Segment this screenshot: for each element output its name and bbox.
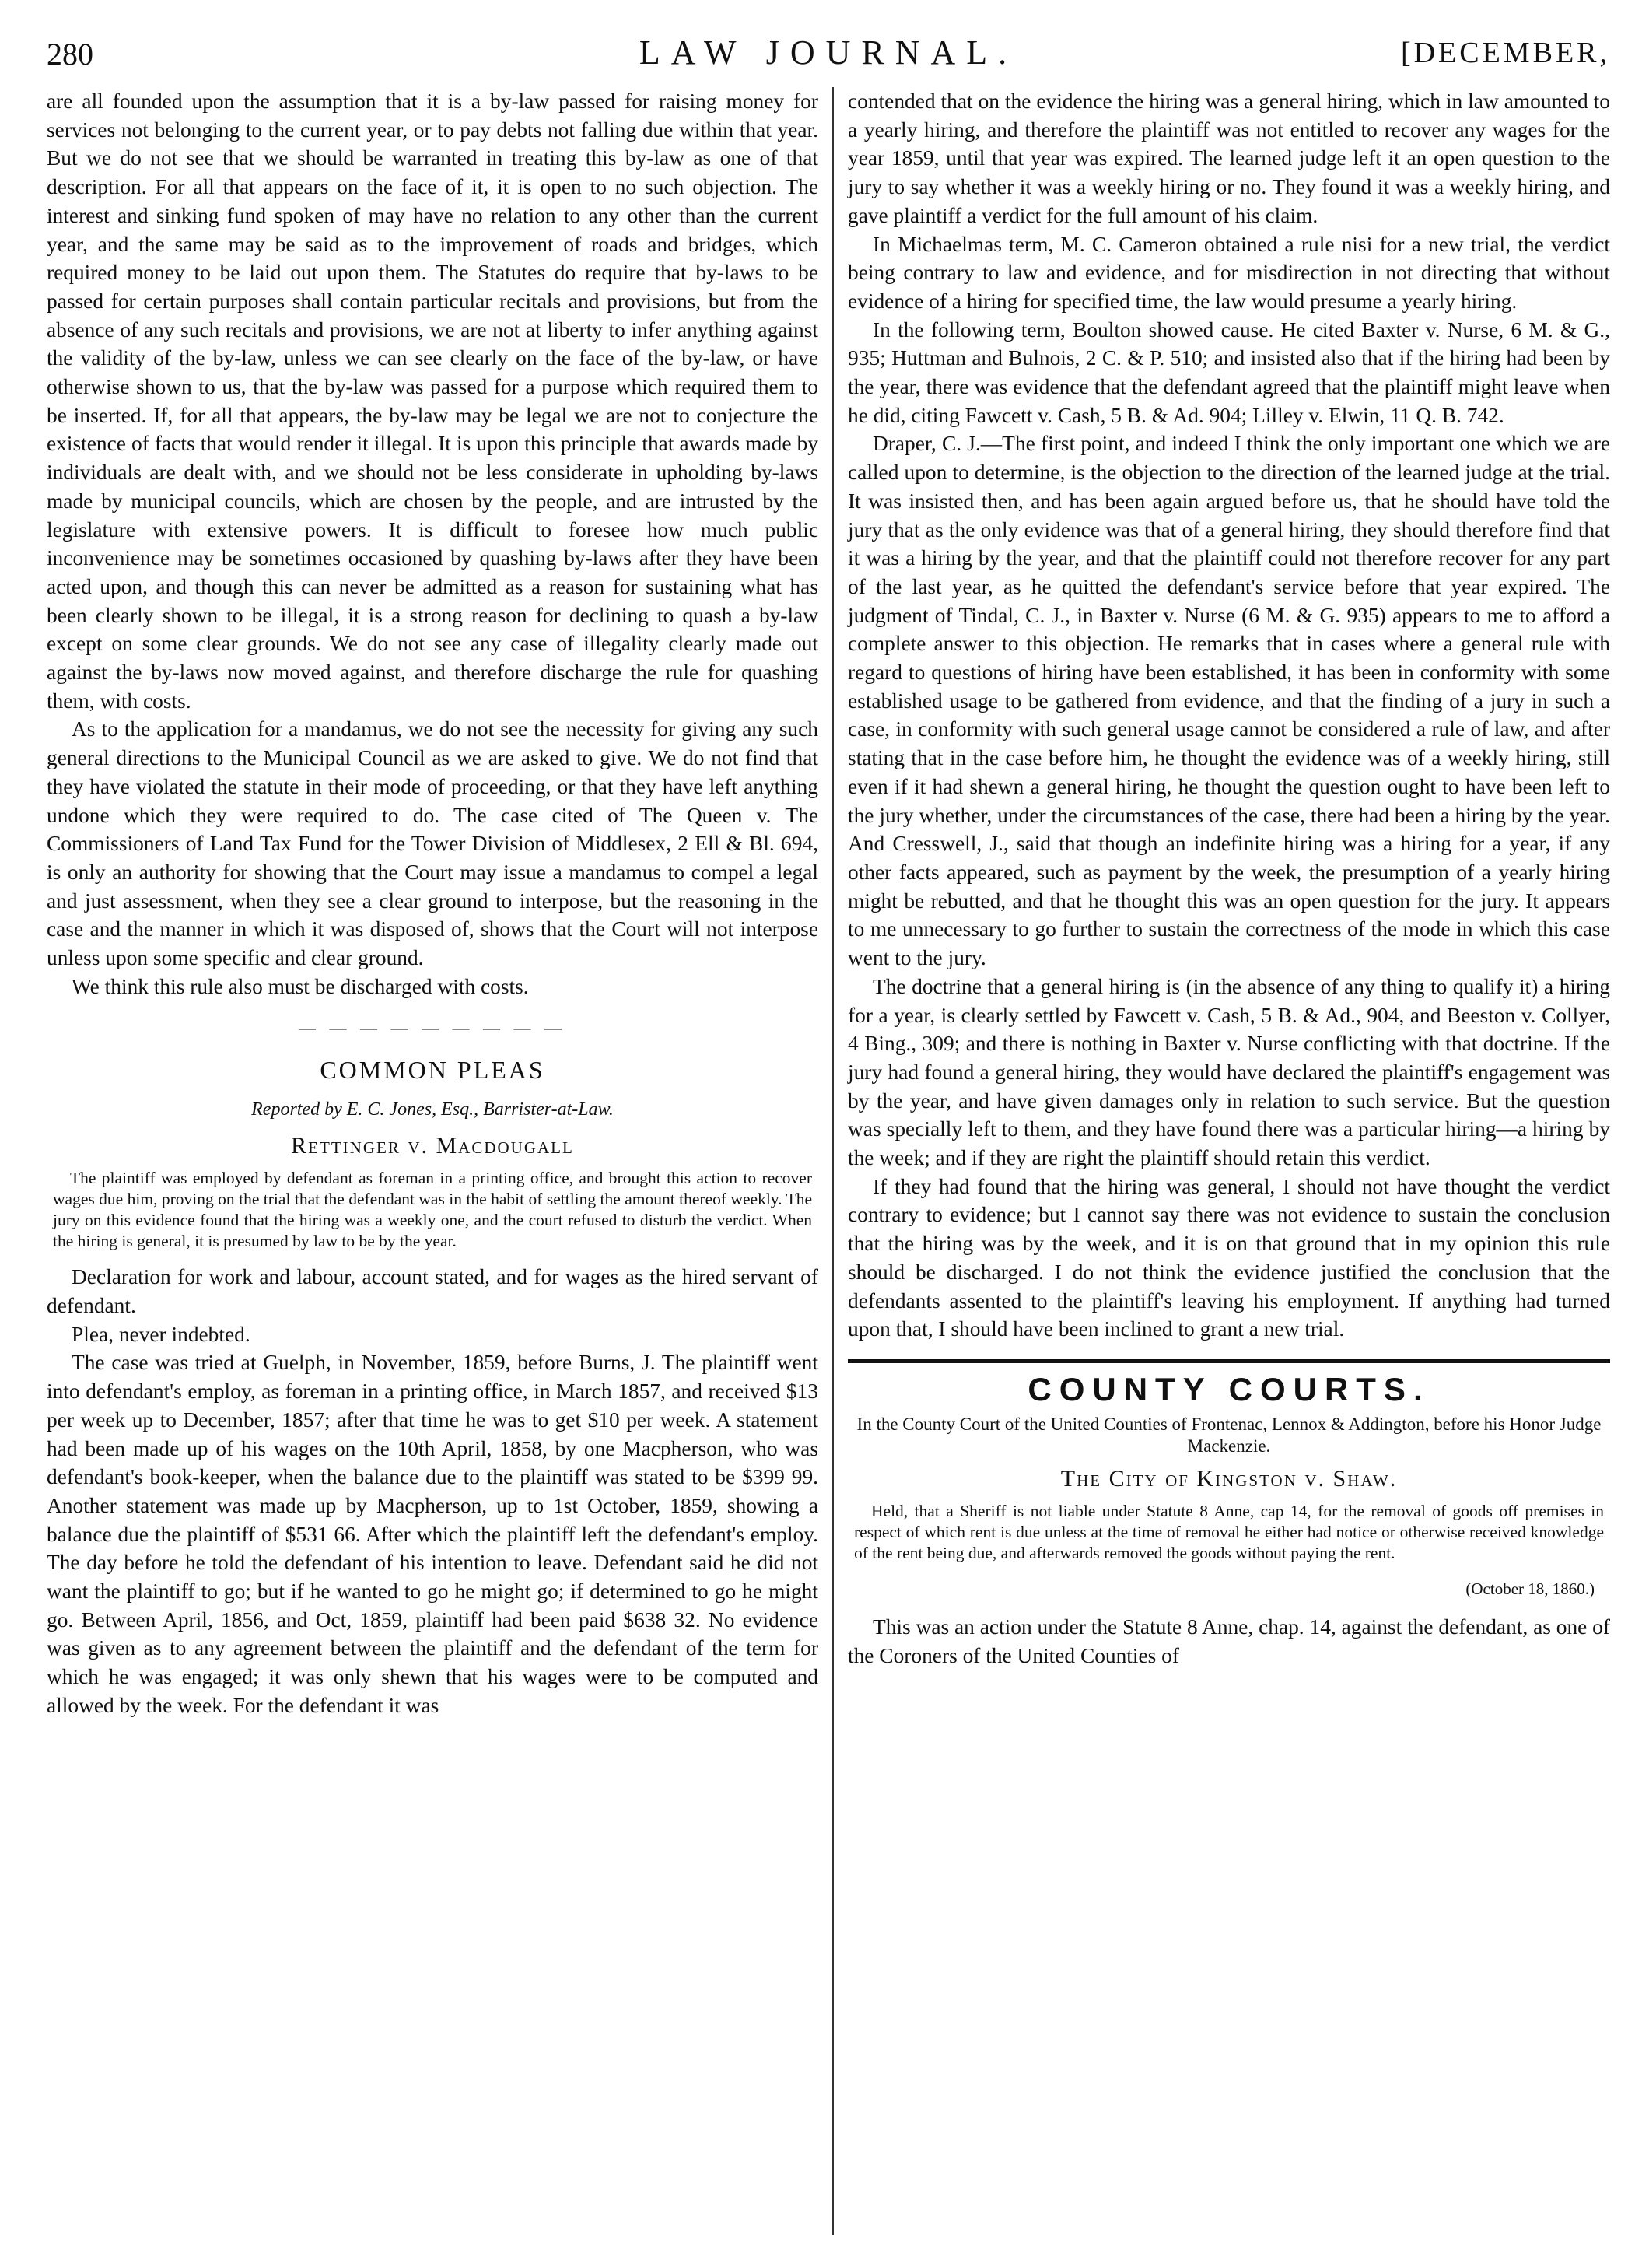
section-heading: COMMON PLEAS — [320, 1056, 545, 1085]
headnote: Held, that a Sheriff is not liable under Statute 8 Anne, cap 14, for the removal of goods off premises in respect of which rent is due unless at the time of removal he either had notice or otherwise received knowledge of the rent being due, and afterwards removed the goods without paying the rent. — [854, 1502, 1604, 1563]
paragraph: This was an action under the Statute 8 Anne, chap. 14, against the defendant, as one of the Coroners of the United Counties of — [848, 1615, 1610, 1667]
left-column — [47, 87, 818, 1720]
reporter-line: Reported by E. C. Jones, Esq., Barrister-at-Law. — [251, 1099, 614, 1120]
paragraph: As to the application for a mandamus, we do not see the necessity for giving any such general directions to the Municipal Council as we are asked to give. We do not find that they have violated the statute in their mode of proceeding, or that they have left anything undone which they were required to do. The case cited of The Queen v. The Commissioners of Land Tax Fund for the Tower Division of Middlesex, 2 Ell & Bl. 694, is only an authority for showing that the Court may issue a mandamus to compel a legal and just assessment, when they see a clear ground to interpose, but the reasoning in the case and the manner in which it was disposed of, shows that the Court will not interpose unless upon some specific and clear ground. — [47, 717, 818, 970]
paragraph: are all founded upon the assumption that it is a by-law passed for raising money for services not belonging to the current year, or to pay debts not falling due within that year. But we do not see that we should be warranted in treating this by-law as one of that description. For all that appears on the face of it, it is open to no such objection. The interest and sinking fund spoken of may have no relation to any other than the current year, and the same may be said as to the improvement of roads and bridges, which required money to be laid out upon them. The Statutes do require that by-laws to be passed for certain purposes shall contain particular recitals and provisions, but from the absence of any such recitals and provisions, we are not at liberty to infer anything against the validity of the by-law, unless we can see clearly on the face of the by-law, or have otherwise shown to us, that the by-law was passed for a purpose which required them to be inserted. If, for all that appears, the by-law may be legal we are not to conjecture the existence of facts that would render it illegal. It is upon this principle that awards made by individuals are dealt with, and we should not be less considerate in upholding by-laws made by municipal councils, which are chosen by the people, and are intrusted by the legislature with extensive powers. It is difficult to foresee how much public inconvenience may be sometimes occasioned by quashing by-laws after they have been acted upon, and though this can never be admitted as a reason for sustaining what has been clearly shown to be illegal, it is a strong reason for declining to quash a by-law except on some clear grounds. We do not see any case of illegality clearly made out against the by-laws now moved against, and therefore discharge the rule for quashing them, with costs. — [47, 89, 818, 713]
page-number: 280 — [47, 37, 93, 72]
paragraph: Plea, never indebted. — [72, 1322, 250, 1346]
column-rule — [832, 87, 834, 2235]
paragraph: contended that on the evidence the hiring was a general hiring, which in law amounted to a yearly hiring, and therefore the plaintiff was not entitled to recover any wages for the year 1859, until that year was expired. The learned judge left it an open question to the jury to say whether it was a weekly hiring or no. They found it was a weekly hiring, and gave plaintiff a verdict for the full amount of his claim. — [848, 89, 1610, 227]
headnote: The plaintiff was employed by defendant as foreman in a printing office, and brought this action to recover wages due him, proving on the trial that the defendant was in the habit of settling the amount thereof weekly. The jury on this evidence found that the hiring was a weekly one, and the court refused to disturb the verdict. When the hiring is general, it is presumed by law to be by the year. — [53, 1169, 812, 1251]
paragraph: Draper, C. J.—The first point, and indeed I think the only important one which we are called upon to determine, is the objection to the direction of the learned judge at the trial. It was insisted then, and has been again argued before us, that he should have told the jury that as the only evidence was that of a general hiring, they should therefore find that it was a hiring by the year, and that the plaintiff could not therefore recover for any part of the last year, as he quitted the defendant's service before that year expired. The judgment of Tindal, C. J., in Baxter v. Nurse (6 M. & G. 935) appears to me to afford a complete answer to this objection. He remarks that in cases where a general rule with regard to questions of hiring have been established, it has been in conformity with some established usage to be gathered from evidence, and that the finding of a jury in such a case, in conformity with such general usage cannot be considered a rule of law, and after stating that in the case before him, he thought the evidence was of a weekly hiring, still even if it had shewn a general hiring, he thought the question ought to have been left to the jury whether, under the circumstances of the case, there had been a hiring by the year. And Cresswell, J., said that though an indefinite hiring was a hiring for a year, if any other facts appeared, such as payment by the week, the presumption of a yearly hiring might be rebutted, and that he thought this was an open question for the jury. It appears to me unnecessary to go further to sustain the correctness of the mode in which this case went to the jury. — [848, 432, 1610, 970]
journal-title: LAW JOURNAL. — [639, 33, 1018, 72]
document-page — [47, 31, 1610, 2241]
court-line: In the County Court of the United Counties of Frontenac, Lennox & Addington, before his Honor Judge Mackenzie. — [856, 1414, 1602, 1456]
decision-date: (October 18, 1860.) — [1465, 1579, 1595, 1599]
paragraph: In the following term, Boulton showed cause. He cited Baxter v. Nurse, 6 M. & G., 935; Huttman and Bulnois, 2 C. & P. 510; and insisted also that if the hiring had been by the year, there was evidence that the defendant agreed that the plaintiff might leave when he did, citing Fawcett v. Cash, 5 B. & Ad. 904; Lilley v. Elwin, 11 Q. B. 742. — [848, 317, 1610, 427]
case-title: The City of Kingston v. Shaw. — [1060, 1465, 1398, 1492]
county-courts-heading: COUNTY COURTS. — [1028, 1370, 1430, 1407]
paragraph: The case was tried at Guelph, in November, 1859, before Burns, J. The plaintiff went into defendant's employ, as foreman in a printing office, in March 1857, and received $13 per week up to December, 1857; after that time he was to get $10 per week. A statement had been made up of his wages on the 10th April, 1858, by one Macpherson, who was defendant's book-keeper, when the balance due to the plaintiff was stated to be $399 99. Another statement was made up by Macpherson, up to 1st October, 1859, showing a balance due the plaintiff of $531 66. After which the plaintiff left the defendant's employ. The day before he told the defendant of his intention to leave. Defendant said he did not want the plaintiff to go; but if he wanted to go he might go; if determined to go he might go. Between April, 1856, and Oct, 1859, plaintiff had been paid $638 32. No evidence was given as to any agreement between the plaintiff and the defendant of the term for which he was engaged; it was only shewn that his wages were to be computed and allowed by the week. For the defendant it was — [47, 1351, 818, 1717]
paragraph: The doctrine that a general hiring is (in the absence of any thing to qualify it) a hiring for a year, is clearly settled by Fawcett v. Cash, 5 B. & Ad., 904, and Beeston v. Collyer, 4 Bing., 309; and there is nothing in Baxter v. Nurse conflicting with that doctrine. If the jury had found a general hiring, they would have declared the plaintiff's engagement was by the year, and have given damages only in relation to such service. But the question was specially left to them, and they have found there was a particular hiring—a hiring by the week; and if they are right the plaintiff should retain this verdict. — [848, 974, 1610, 1170]
paragraph: Declaration for work and labour, account stated, and for wages as the hired servant of defendant. — [47, 1265, 818, 1318]
right-column — [848, 87, 1610, 1670]
paragraph: In Michaelmas term, M. C. Cameron obtained a rule nisi for a new trial, the verdict being contrary to law and evidence, and for misdirection in not directing that without evidence of a hiring for specified time, the law would presume a yearly hiring. — [848, 232, 1610, 313]
paragraph: If they had found that the hiring was general, I should not have thought the verdict contrary to evidence; but I cannot say there was not evidence to sustain the conclusion that the hiring was by the week, and it is on that ground that in my opinion this rule should be discharged. I do not think the evidence justified the conclusion that the defendants assented to the plaintiff's leaving his employment. If anything had turned upon that, I should have been inclined to grant a new trial. — [848, 1174, 1610, 1341]
running-header — [47, 31, 1610, 78]
section-divider: — — — — — — — — — — [299, 1017, 566, 1037]
heavy-rule — [848, 1359, 1610, 1363]
header-month: [DECEMBER, — [1400, 37, 1610, 69]
case-title: Rettinger v. Macdougall — [291, 1132, 574, 1159]
paragraph: We think this rule also must be discharged with costs. — [72, 974, 529, 998]
